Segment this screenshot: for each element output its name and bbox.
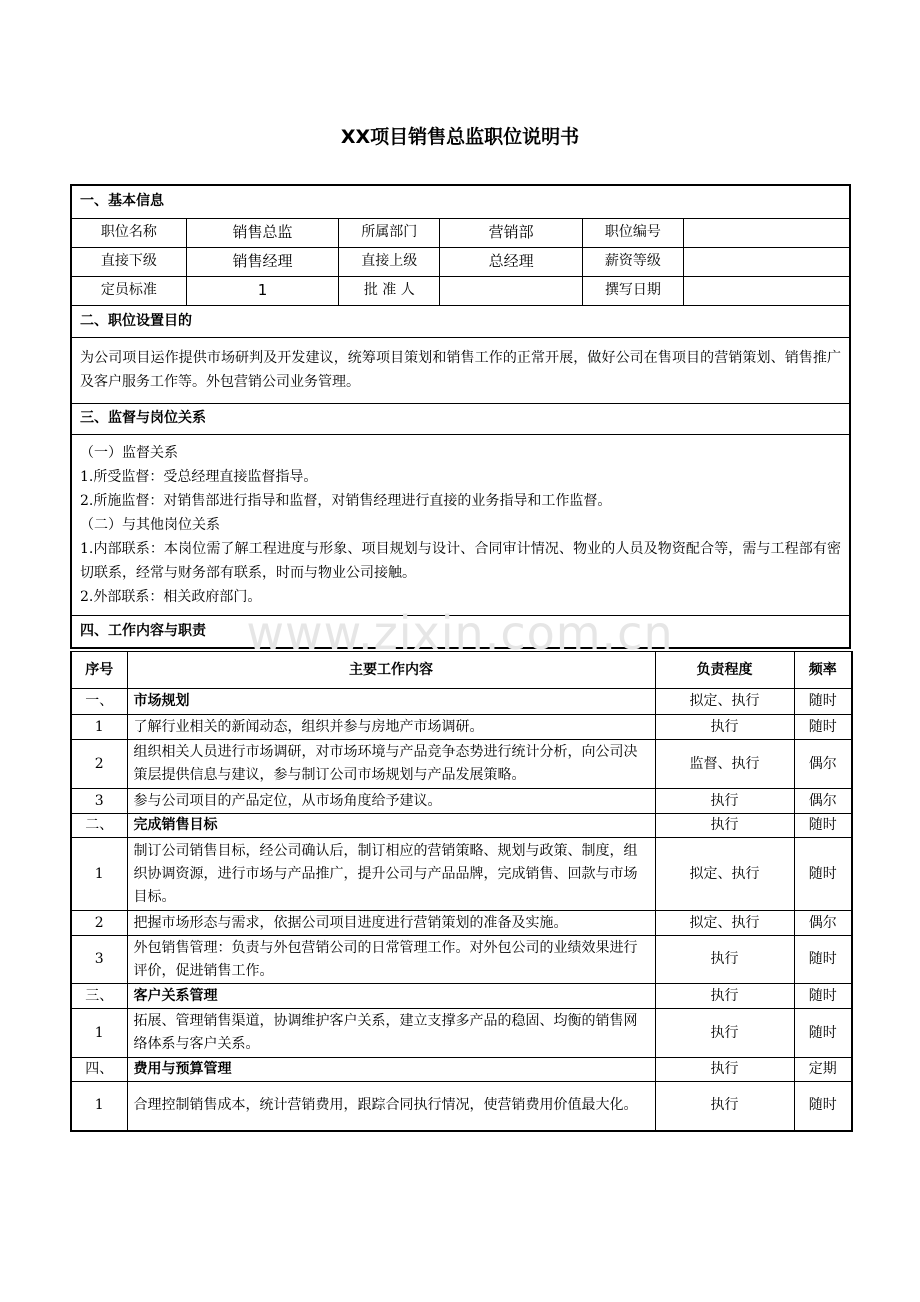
col-header-freq: 频率	[794, 652, 852, 689]
row-level: 执行	[655, 984, 794, 1009]
label-salary-grade: 薪资等级	[582, 247, 683, 276]
row-no: 3	[71, 789, 127, 814]
row-level: 执行	[655, 1058, 794, 1082]
row-content: 市场规划	[127, 689, 655, 715]
row-freq: 随时	[794, 838, 852, 911]
label-department: 所属部门	[339, 218, 440, 247]
section-purpose-heading: 二、职位设置目的	[71, 305, 850, 337]
table-row	[71, 936, 852, 984]
row-no: 2	[71, 911, 127, 936]
row-no: 3	[71, 936, 127, 984]
table-row	[71, 838, 852, 911]
row-content: 拓展、管理销售渠道，协调维护客户关系，建立支撑多产品的稳固、均衡的销售网络体系与客户关系。	[127, 1009, 655, 1058]
value-approver	[440, 276, 582, 305]
row-level: 拟定、执行	[655, 689, 794, 715]
table-row	[71, 1058, 852, 1082]
row-level: 监督、执行	[655, 740, 794, 789]
value-written-date	[684, 276, 850, 305]
relations-line: （一）监督关系	[80, 444, 178, 461]
table-row	[71, 740, 852, 789]
section-basic-heading: 一、基本信息	[71, 185, 850, 218]
row-freq: 随时	[794, 715, 852, 740]
duties-table	[70, 651, 853, 1132]
row-freq: 定期	[794, 1058, 852, 1082]
row-content: 完成销售目标	[127, 814, 655, 838]
row-no: 三、	[71, 984, 127, 1009]
table-row	[71, 689, 852, 715]
row-level: 执行	[655, 1009, 794, 1058]
value-superior: 总经理	[440, 247, 582, 276]
label-superior: 直接上级	[339, 247, 440, 276]
row-no: 1	[71, 715, 127, 740]
job-info-table	[70, 184, 851, 649]
row-level: 执行	[655, 1082, 794, 1131]
row-content: 了解行业相关的新闻动态，组织并参与房地产市场调研。	[127, 715, 655, 740]
col-header-content: 主要工作内容	[127, 652, 655, 689]
col-header-no: 序号	[71, 652, 127, 689]
relations-line: （二）与其他岗位关系	[80, 516, 220, 533]
row-content: 合理控制销售成本，统计营销费用，跟踪合同执行情况，使营销费用价值最大化。	[127, 1082, 655, 1131]
relations-line: 1.内部联系：本岗位需了解工程进度与形象、项目规划与设计、合同审计情况、物业的人员及物资配合等，需与工程部有密切联系，经常与财务部有联系，时而与物业公司接触。	[80, 540, 841, 581]
col-header-level: 负责程度	[655, 652, 794, 689]
row-freq: 随时	[794, 689, 852, 715]
table-row	[71, 984, 852, 1009]
table-row	[71, 814, 852, 838]
row-content: 把握市场形态与需求，依据公司项目进度进行营销策划的准备及实施。	[127, 911, 655, 936]
row-no: 四、	[71, 1058, 127, 1082]
page-title: XX项目销售总监职位说明书	[340, 126, 580, 148]
row-no: 二、	[71, 814, 127, 838]
row-level: 执行	[655, 789, 794, 814]
label-headcount: 定员标准	[71, 276, 186, 305]
watermark: www.zixin.com.cn	[246, 606, 674, 660]
value-department: 营销部	[440, 218, 582, 247]
table-row	[71, 911, 852, 936]
relations-line: 1.所受监督：受总经理直接监督指导。	[80, 468, 318, 485]
label-position-code: 职位编号	[582, 218, 683, 247]
row-no: 1	[71, 1009, 127, 1058]
row-level: 执行	[655, 715, 794, 740]
purpose-text: 为公司项目运作提供市场研判及开发建议，统筹项目策划和销售工作的正常开展，做好公司在售项目的营销策划、销售推广及客户服务工作等。外包营销公司业务管理。	[71, 337, 850, 403]
table-row	[71, 1082, 852, 1131]
relations-line: 2.所施监督：对销售部进行指导和监督，对销售经理进行直接的业务指导和工作监督。	[80, 492, 612, 509]
row-freq: 随时	[794, 984, 852, 1009]
label-written-date: 撰写日期	[582, 276, 683, 305]
row-content: 费用与预算管理	[127, 1058, 655, 1082]
label-approver: 批 准 人	[339, 276, 440, 305]
row-freq: 随时	[794, 814, 852, 838]
value-position-code	[684, 218, 850, 247]
value-headcount: 1	[186, 276, 338, 305]
value-salary-grade	[684, 247, 850, 276]
row-level: 执行	[655, 936, 794, 984]
label-position-name: 职位名称	[71, 218, 186, 247]
value-position-name: 销售总监	[186, 218, 338, 247]
row-content: 外包销售管理：负责与外包营销公司的日常管理工作。对外包公司的业绩效果进行评价，促进销售工作。	[127, 936, 655, 984]
row-freq: 偶尔	[794, 911, 852, 936]
row-freq: 随时	[794, 1009, 852, 1058]
row-content: 制订公司销售目标，经公司确认后，制订相应的营销策略、规划与政策、制度，组织协调资源，进行市场与产品推广，提升公司与产品品牌，完成销售、回款与市场目标。	[127, 838, 655, 911]
row-no: 1	[71, 838, 127, 911]
row-level: 执行	[655, 814, 794, 838]
value-subordinate: 销售经理	[186, 247, 338, 276]
table-row	[71, 715, 852, 740]
relations-line: 2.外部联系：相关政府部门。	[80, 588, 262, 605]
row-level: 拟定、执行	[655, 838, 794, 911]
row-freq: 偶尔	[794, 740, 852, 789]
row-freq: 随时	[794, 936, 852, 984]
row-content: 客户关系管理	[127, 984, 655, 1009]
row-no: 一、	[71, 689, 127, 715]
label-subordinate: 直接下级	[71, 247, 186, 276]
table-row	[71, 789, 852, 814]
section-duties-heading: 四、工作内容与职责	[71, 615, 850, 648]
row-freq: 偶尔	[794, 789, 852, 814]
row-level: 拟定、执行	[655, 911, 794, 936]
row-content: 参与公司项目的产品定位，从市场角度给予建议。	[127, 789, 655, 814]
section-relations-heading: 三、监督与岗位关系	[71, 403, 850, 434]
row-content: 组织相关人员进行市场调研，对市场环境与产品竞争态势进行统计分析，向公司决策层提供信息与建议，参与制订公司市场规划与产品发展策略。	[127, 740, 655, 789]
table-row	[71, 1009, 852, 1058]
row-no: 1	[71, 1082, 127, 1131]
relations-content	[71, 434, 850, 615]
row-freq: 随时	[794, 1082, 852, 1131]
row-no: 2	[71, 740, 127, 789]
